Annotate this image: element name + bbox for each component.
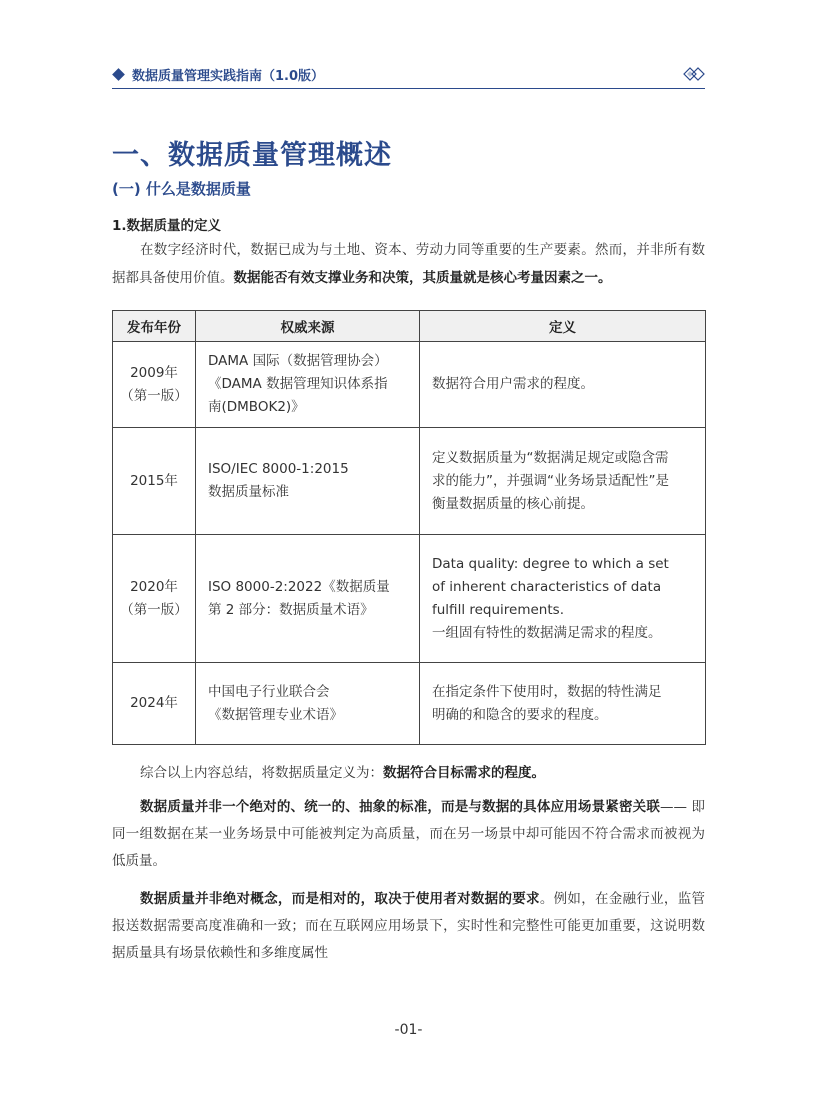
cell-source [196, 428, 420, 535]
cell-line: 求的能力”，并强调“业务场景适配性”是 [432, 472, 669, 489]
column-header-definition: 定义 [420, 311, 706, 342]
page-header [112, 64, 705, 88]
cell-line: 2015年 [130, 472, 178, 489]
cell-line: of inherent characteristics of data [432, 578, 662, 595]
cell-line: 定义数据质量为“数据满足规定或隐含需 [432, 449, 669, 466]
cell-year [113, 342, 196, 428]
scenario-paragraph [112, 794, 705, 875]
cell-line: 《DAMA 数据管理知识体系指 [208, 376, 388, 392]
cell-line: 一组固有特性的数据满足需求的程度。 [432, 624, 662, 641]
relativity-text: 。例如，在金融行业，监管报送数据需要高度准确和一致；而在互联网应用场景下，实时性和完整性可能更加重要，这说明数据质量具有场景依赖性和多维度属性 [112, 891, 706, 961]
cell-year [113, 535, 196, 663]
cell-source [196, 342, 420, 428]
relativity-emphasis: 数据质量并非绝对概念，而是相对的，取决于使用者对数据的要求 [140, 891, 540, 907]
cell-definition [420, 342, 706, 428]
cell-line: 衡量数据质量的核心前提。 [432, 495, 594, 512]
header-divider [112, 88, 705, 89]
cell-line: 2009年 [130, 364, 178, 381]
cell-line: ISO 8000-2:2022《数据质量 [208, 578, 390, 595]
scenario-emphasis: 数据质量并非一个绝对的、统一的、抽象的标准，而是与数据的具体应用场景紧密关联 [140, 799, 661, 815]
table-header-row [113, 311, 706, 342]
cell-line: 中国电子行业联合会 [208, 683, 330, 700]
table-row [113, 663, 706, 745]
section-heading: 一、数据质量管理概述 [112, 140, 392, 171]
double-diamond-icon [683, 66, 705, 82]
cell-line: Data quality: degree to which a set [432, 555, 669, 572]
subsection-heading: (一) 什么是数据质量 [112, 180, 251, 198]
summary-text: 综合以上内容总结，将数据质量定义为： [140, 765, 383, 781]
cell-line: DAMA 国际（数据管理协会） [208, 353, 388, 369]
cell-line: 数据符合用户需求的程度。 [432, 376, 594, 392]
cell-line: 南(DMBOK2)》 [208, 399, 305, 415]
cell-year [113, 663, 196, 745]
column-header-year: 发布年份 [113, 311, 196, 342]
cell-line: ISO/IEC 8000-1:2015 [208, 461, 349, 477]
intro-paragraph [112, 236, 705, 292]
diamond-bullet-icon [112, 68, 125, 81]
cell-definition [420, 535, 706, 663]
cell-line: 2020年 [130, 578, 178, 595]
cell-line: （第一版） [120, 601, 188, 618]
intro-emphasis: 数据能否有效支撑业务和决策，其质量就是核心考量因素之一。 [233, 270, 612, 286]
cell-line: 在指定条件下使用时，数据的特性满足 [432, 683, 662, 700]
definitions-table [112, 310, 706, 745]
intro-text: 在数字经济时代，数据已成为与土地、资本、劳动力同等重要的生产要素。然而，并非所有数据都具备使用价值。 [112, 242, 705, 286]
cell-line: 2024年 [130, 695, 178, 711]
scenario-text: —— 即同一组数据在某一业务场景中可能被判定为高质量，而在另一场景中却可能因不符合需求而被视为低质量。 [112, 799, 706, 869]
header-title: 数据质量管理实践指南（1.0版） [132, 69, 325, 84]
summary-emphasis: 数据符合目标需求的程度。 [383, 765, 545, 781]
cell-line: fulfill requirements. [432, 601, 564, 618]
table-row [113, 428, 706, 535]
page-number: -01- [394, 1022, 423, 1038]
cell-line: 明确的和隐含的要求的程度。 [432, 706, 608, 723]
table-row [113, 535, 706, 663]
cell-source [196, 663, 420, 745]
table-row [113, 342, 706, 428]
cell-line: 《数据管理专业术语》 [208, 706, 343, 723]
column-header-source: 权威来源 [196, 311, 420, 342]
cell-definition [420, 428, 706, 535]
cell-line: （第一版） [120, 387, 188, 404]
relativity-paragraph [112, 886, 705, 967]
cell-line: 数据质量标准 [208, 484, 289, 500]
cell-year [113, 428, 196, 535]
cell-line: 第 2 部分：数据质量术语》 [208, 601, 374, 618]
subsubsection-heading: 1.数据质量的定义 [112, 218, 222, 234]
cell-source [196, 535, 420, 663]
summary-paragraph [112, 759, 705, 787]
cell-definition [420, 663, 706, 745]
